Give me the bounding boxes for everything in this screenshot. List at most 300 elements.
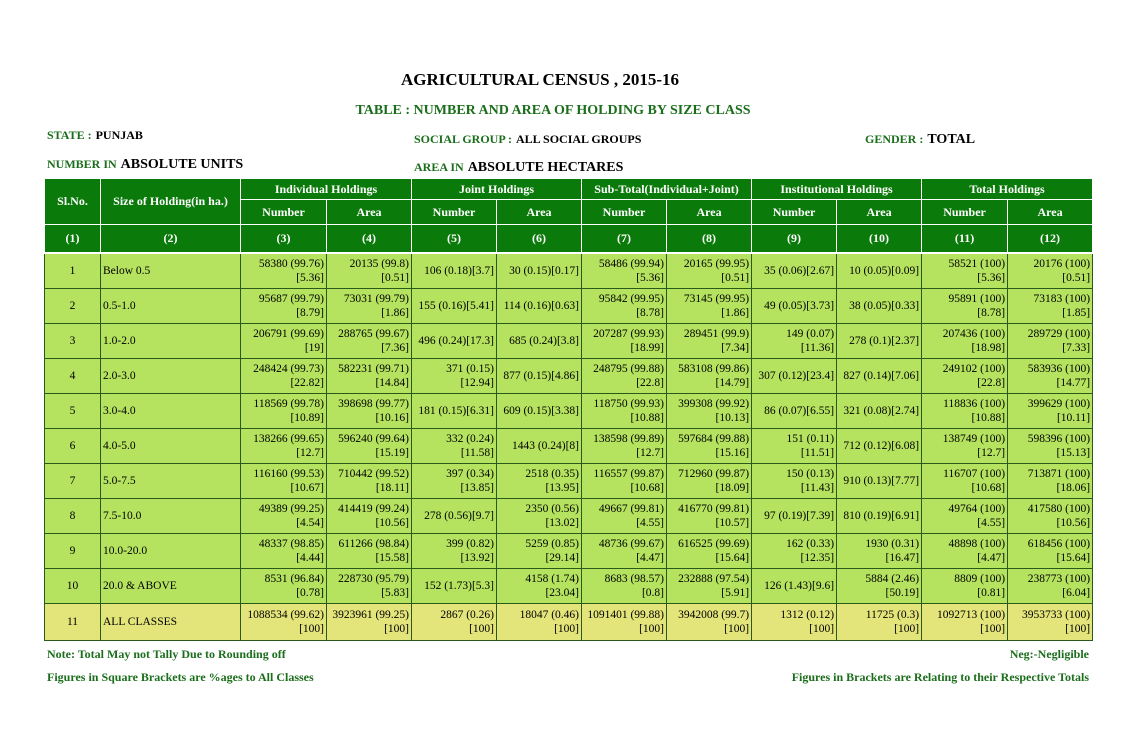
value-line: 609 (0.15)[3.38] [503, 405, 580, 417]
serial-number-cell: 1 [45, 253, 101, 289]
header-number: Number [582, 200, 667, 225]
serial-number-cell: 11 [45, 604, 101, 641]
value-line: 288765 (99.67) [338, 328, 410, 340]
value-line: 398698 (99.77) [338, 398, 410, 410]
percent-line: [0.51] [721, 272, 750, 284]
value-line: 597684 (99.88) [678, 433, 750, 445]
value-cell [1008, 499, 1093, 534]
percent-line: [15.64] [1056, 552, 1091, 564]
percent-line: [100] [894, 623, 920, 635]
value-line: 86 (0.07)[6.55] [764, 405, 835, 417]
serial-number-cell: 5 [45, 394, 101, 429]
percent-line: [10.68] [971, 482, 1006, 494]
value-line: 58521 (100) [948, 258, 1006, 270]
value-line: 207436 (100) [942, 328, 1006, 340]
value-line: 810 (0.19)[6.91] [843, 510, 920, 522]
percent-line: [100] [724, 623, 750, 635]
value-line: 414419 (99.24) [338, 503, 410, 515]
percent-line: [11.36] [800, 342, 835, 354]
value-line: 18047 (0.46) [519, 609, 580, 621]
percent-line: [6.04] [1062, 587, 1091, 599]
table-subtitle: TABLE : NUMBER AND AREA OF HOLDING BY SIZE CLASS [355, 103, 751, 118]
header-group-individual: Individual Holdings [241, 179, 412, 200]
state-label: STATE : [47, 128, 92, 142]
value-cell [667, 253, 752, 289]
value-cell [667, 429, 752, 464]
value-line: 155 (0.16)[5.41] [418, 300, 495, 312]
value-cell [922, 289, 1008, 324]
social-group-info [414, 130, 641, 148]
header-group-institutional: Institutional Holdings [752, 179, 922, 200]
size-class-cell: 1.0-2.0 [101, 324, 241, 359]
value-cell [837, 253, 922, 289]
value-cell [327, 569, 412, 604]
value-cell [582, 289, 667, 324]
area-unit-label: AREA IN [414, 160, 464, 174]
value-line: 371 (0.15) [446, 363, 495, 375]
value-line: 1312 (0.12) [780, 609, 835, 621]
value-line: 1930 (0.31) [865, 538, 920, 550]
value-cell [327, 534, 412, 569]
value-cell [1008, 253, 1093, 289]
value-line: 289451 (99.9) [683, 328, 750, 340]
value-line: 2350 (0.56) [525, 503, 580, 515]
percent-line: [7.33] [1062, 342, 1091, 354]
value-cell [412, 289, 497, 324]
header-group-total: Total Holdings [922, 179, 1093, 200]
value-line: 11725 (0.3) [865, 609, 920, 621]
value-cell [327, 359, 412, 394]
value-cell [497, 359, 582, 394]
value-line: 332 (0.24) [446, 433, 495, 445]
value-line: 116557 (99.87) [593, 468, 665, 480]
value-line: 49 (0.05)[3.73] [764, 300, 835, 312]
value-cell [837, 569, 922, 604]
percent-line: [15.13] [1056, 447, 1091, 459]
value-cell [752, 464, 837, 499]
percent-line: [0.51] [1062, 272, 1091, 284]
percent-line: [8.78] [636, 307, 665, 319]
percent-line: [13.92] [460, 552, 495, 564]
percent-line: [18.99] [630, 342, 665, 354]
percent-line: [29.14] [545, 552, 580, 564]
column-number: (1) [45, 225, 101, 254]
value-cell [582, 464, 667, 499]
serial-number-cell: 6 [45, 429, 101, 464]
percent-line: [1.85] [1062, 307, 1091, 319]
value-cell [752, 289, 837, 324]
percent-line: [22.82] [290, 377, 324, 389]
value-line: 397 (0.34) [446, 468, 495, 480]
value-cell [1008, 534, 1093, 569]
percent-line: [4.55] [636, 517, 665, 529]
percent-line: [5.83] [381, 587, 410, 599]
size-class-cell: 5.0-7.5 [101, 464, 241, 499]
value-line: 8531 (96.84) [264, 573, 324, 585]
value-line: 583108 (99.86) [678, 363, 750, 375]
value-cell [582, 569, 667, 604]
holdings-table [44, 178, 1093, 641]
percent-line: [12.7] [296, 447, 324, 459]
percent-line: [10.89] [290, 412, 324, 424]
value-cell [922, 604, 1008, 641]
value-line: 399629 (100) [1027, 398, 1091, 410]
value-cell [412, 394, 497, 429]
value-cell [752, 359, 837, 394]
value-cell [497, 534, 582, 569]
value-line: 95687 (99.79) [258, 293, 324, 305]
value-line: 97 (0.19)[7.39] [764, 510, 835, 522]
percent-line: [14.84] [375, 377, 410, 389]
header-area: Area [1008, 200, 1093, 225]
value-line: 149 (0.07) [786, 328, 835, 340]
value-line: 206791 (99.69) [253, 328, 324, 340]
value-line: 118750 (99.93) [593, 398, 665, 410]
value-line: 616525 (99.69) [678, 538, 750, 550]
rounding-note: Note: Total May not Tally Due to Rounding off [47, 647, 286, 661]
value-cell [497, 289, 582, 324]
percent-line: [100] [299, 623, 324, 635]
value-line: 48337 (98.85) [258, 538, 324, 550]
value-cell [922, 253, 1008, 289]
gender-info [865, 130, 975, 148]
value-cell [582, 604, 667, 641]
value-cell [497, 429, 582, 464]
value-line: 207287 (99.93) [593, 328, 665, 340]
value-cell [667, 394, 752, 429]
header-number: Number [241, 200, 327, 225]
value-cell [752, 324, 837, 359]
percent-line: [5.36] [977, 272, 1006, 284]
table-row [45, 289, 1093, 324]
value-cell [752, 394, 837, 429]
value-line: 3942008 (99.7) [678, 609, 750, 621]
size-class-cell: ALL CLASSES [101, 604, 241, 641]
value-cell [667, 324, 752, 359]
state-info [47, 126, 143, 144]
value-line: 49764 (100) [948, 503, 1006, 515]
percent-line: [18.06] [1056, 482, 1091, 494]
value-line: 116707 (100) [943, 468, 1006, 480]
value-line: 116160 (99.53) [253, 468, 324, 480]
value-cell [837, 604, 922, 641]
percent-line: [11.51] [800, 447, 835, 459]
table-row [45, 429, 1093, 464]
percent-line: [14.77] [1056, 377, 1091, 389]
percent-line: [15.64] [715, 552, 750, 564]
value-line: 307 (0.12)[23.4] [758, 370, 835, 382]
percent-line: [10.68] [630, 482, 665, 494]
column-number: (7) [582, 225, 667, 254]
value-cell [837, 464, 922, 499]
percent-line: [18.11] [375, 482, 410, 494]
header-size: Size of Holding(in ha.) [101, 179, 241, 225]
value-line: 114 (0.16)[0.63] [503, 300, 580, 312]
serial-number-cell: 4 [45, 359, 101, 394]
percent-line: [100] [980, 623, 1006, 635]
value-line: 399308 (99.92) [678, 398, 750, 410]
percent-line: [22.8] [636, 377, 665, 389]
value-cell [497, 464, 582, 499]
number-unit-info [47, 155, 243, 173]
table-row [45, 394, 1093, 429]
percent-line: [4.54] [296, 517, 324, 529]
value-cell [837, 394, 922, 429]
percent-line: [0.81] [977, 587, 1006, 599]
header-number: Number [752, 200, 837, 225]
value-cell [327, 324, 412, 359]
header-slno: Sl.No. [45, 179, 101, 225]
value-line: 238773 (100) [1027, 573, 1091, 585]
percent-line: [100] [554, 623, 580, 635]
percent-line: [7.36] [381, 342, 410, 354]
table-row [45, 534, 1093, 569]
percent-line: [10.56] [1056, 517, 1091, 529]
size-class-cell: 7.5-10.0 [101, 499, 241, 534]
value-cell [412, 604, 497, 641]
value-cell [582, 534, 667, 569]
percent-line: [12.7] [636, 447, 665, 459]
percent-line: [10.67] [290, 482, 324, 494]
table-row [45, 253, 1093, 289]
value-cell [241, 324, 327, 359]
value-line: 685 (0.24)[3.8] [509, 335, 580, 347]
serial-number-cell: 9 [45, 534, 101, 569]
percent-line: [11.58] [460, 447, 495, 459]
serial-number-cell: 10 [45, 569, 101, 604]
value-line: 598396 (100) [1027, 433, 1091, 445]
value-line: 3953733 (100) [1022, 609, 1091, 621]
value-line: 710442 (99.52) [338, 468, 410, 480]
percent-line: [13.95] [545, 482, 580, 494]
value-cell [752, 569, 837, 604]
value-cell [837, 499, 922, 534]
value-cell [667, 499, 752, 534]
value-cell [667, 464, 752, 499]
table-row [45, 604, 1093, 641]
percent-line: [10.16] [375, 412, 410, 424]
gender-label: GENDER : [865, 132, 924, 146]
value-cell [582, 324, 667, 359]
value-cell [837, 359, 922, 394]
value-cell [582, 429, 667, 464]
serial-number-cell: 7 [45, 464, 101, 499]
value-cell [582, 394, 667, 429]
value-cell [241, 464, 327, 499]
value-cell [241, 394, 327, 429]
value-cell [582, 499, 667, 534]
value-cell [412, 324, 497, 359]
value-line: 278 (0.1)[2.37] [849, 335, 920, 347]
table-row [45, 324, 1093, 359]
percent-line: [8.79] [296, 307, 324, 319]
value-cell [1008, 394, 1093, 429]
percent-line: [1.86] [381, 307, 410, 319]
value-line: 73183 (100) [1033, 293, 1091, 305]
percent-line: [16.47] [885, 552, 920, 564]
brackets-note: Figures in Brackets are Relating to their Respective Totals [791, 670, 1089, 684]
value-cell [752, 253, 837, 289]
value-line: 58486 (99.94) [598, 258, 665, 270]
value-line: 618456 (100) [1027, 538, 1091, 550]
percent-line: [100] [809, 623, 835, 635]
percent-line: [15.16] [715, 447, 750, 459]
gender-value: TOTAL [927, 132, 976, 147]
value-line: 232888 (97.54) [678, 573, 750, 585]
serial-number-cell: 2 [45, 289, 101, 324]
percent-line: [0.51] [381, 272, 410, 284]
percent-line: [100] [639, 623, 665, 635]
header-number: Number [922, 200, 1008, 225]
column-number: (9) [752, 225, 837, 254]
value-cell [412, 429, 497, 464]
value-line: 877 (0.15)[4.86] [503, 370, 580, 382]
column-number: (10) [837, 225, 922, 254]
value-cell [667, 359, 752, 394]
value-cell [582, 359, 667, 394]
value-line: 58380 (99.76) [258, 258, 324, 270]
column-number: (2) [101, 225, 241, 254]
value-cell [752, 534, 837, 569]
value-line: 152 (1.73)[5.3] [424, 580, 495, 592]
value-line: 150 (0.13) [786, 468, 835, 480]
value-line: 2518 (0.35) [525, 468, 580, 480]
percent-line: [1.86] [721, 307, 750, 319]
percent-line: [100] [1065, 623, 1091, 635]
percent-line: [4.44] [296, 552, 324, 564]
percent-line: [11.43] [800, 482, 835, 494]
value-cell [412, 569, 497, 604]
value-line: 118569 (99.78) [253, 398, 324, 410]
table-row [45, 464, 1093, 499]
value-cell [1008, 569, 1093, 604]
value-line: 49389 (99.25) [258, 503, 324, 515]
value-line: 416770 (99.81) [678, 503, 750, 515]
percent-line: [10.57] [715, 517, 750, 529]
value-cell [1008, 289, 1093, 324]
percent-line: [10.11] [1056, 412, 1091, 424]
percent-line: [18.98] [971, 342, 1006, 354]
value-cell [1008, 464, 1093, 499]
table-row [45, 569, 1093, 604]
value-line: 38 (0.05)[0.33] [849, 300, 920, 312]
value-line: 399 (0.82) [446, 538, 495, 550]
value-line: 151 (0.11) [786, 433, 835, 445]
value-line: 1091401 (99.88) [587, 609, 665, 621]
value-cell [412, 499, 497, 534]
percent-line: [0.8] [641, 587, 665, 599]
value-line: 417580 (100) [1027, 503, 1091, 515]
size-class-cell: 0.5-1.0 [101, 289, 241, 324]
column-number: (6) [497, 225, 582, 254]
value-cell [241, 604, 327, 641]
number-unit-value: ABSOLUTE UNITS [120, 157, 244, 172]
header-area: Area [837, 200, 922, 225]
value-cell [837, 534, 922, 569]
value-line: 1443 (0.24)[8] [511, 440, 580, 452]
percent-line: [10.56] [375, 517, 410, 529]
percent-line: [5.91] [721, 587, 750, 599]
percent-line: [8.78] [977, 307, 1006, 319]
value-cell [241, 289, 327, 324]
negligible-note: Neg:-Negligible [1009, 647, 1089, 661]
column-number: (5) [412, 225, 497, 254]
value-cell [922, 324, 1008, 359]
value-line: 73031 (99.79) [343, 293, 410, 305]
value-cell [752, 429, 837, 464]
value-cell [412, 253, 497, 289]
page-title: AGRICULTURAL CENSUS , 2015-16 [400, 70, 680, 89]
value-line: 248795 (99.88) [593, 363, 665, 375]
header-area: Area [497, 200, 582, 225]
column-number: (12) [1008, 225, 1093, 254]
percent-line: [14.79] [715, 377, 750, 389]
value-line: 496 (0.24)[17.3] [418, 335, 495, 347]
value-cell [922, 359, 1008, 394]
value-line: 10 (0.05)[0.09] [849, 265, 920, 277]
percent-line: [15.19] [375, 447, 410, 459]
value-line: 35 (0.06)[2.67] [764, 265, 835, 277]
value-cell [497, 253, 582, 289]
percent-line: [18.09] [715, 482, 750, 494]
value-cell [837, 429, 922, 464]
percent-line: [12.35] [800, 552, 835, 564]
value-line: 48736 (99.67) [598, 538, 665, 550]
value-cell [327, 394, 412, 429]
value-line: 910 (0.13)[7.77] [843, 475, 920, 487]
value-cell [241, 253, 327, 289]
value-line: 138598 (99.89) [593, 433, 665, 445]
column-number: (3) [241, 225, 327, 254]
value-line: 583936 (100) [1027, 363, 1091, 375]
value-line: 126 (1.43)[9.6] [764, 580, 835, 592]
percent-line: [100] [384, 623, 410, 635]
social-group-label: SOCIAL GROUP : [414, 132, 513, 146]
value-line: 713871 (100) [1027, 468, 1091, 480]
social-group-value: ALL SOCIAL GROUPS [516, 132, 642, 146]
value-cell [582, 253, 667, 289]
area-unit-value: ABSOLUTE HECTARES [467, 160, 624, 175]
value-cell [1008, 324, 1093, 359]
value-line: 1092713 (100) [936, 609, 1006, 621]
column-number: (11) [922, 225, 1008, 254]
value-cell [327, 499, 412, 534]
percent-line: [22.8] [977, 377, 1006, 389]
value-cell [412, 359, 497, 394]
size-class-cell: 20.0 & ABOVE [101, 569, 241, 604]
value-line: 162 (0.33) [786, 538, 835, 550]
value-line: 278 (0.56)[9.7] [424, 510, 495, 522]
percent-line: [13.02] [545, 517, 580, 529]
square-brackets-note: Figures in Square Brackets are %ages to All Classes [47, 670, 314, 684]
percent-line: [5.36] [296, 272, 324, 284]
value-line: 20135 (99.8) [349, 258, 410, 270]
value-line: 20176 (100) [1033, 258, 1091, 270]
percent-line: [0.78] [296, 587, 324, 599]
percent-line: [4.55] [977, 517, 1006, 529]
value-line: 8683 (98.57) [604, 573, 665, 585]
value-line: 1088534 (99.62) [247, 609, 324, 621]
value-cell [241, 534, 327, 569]
value-line: 827 (0.14)[7.06] [843, 370, 920, 382]
size-class-cell: 3.0-4.0 [101, 394, 241, 429]
value-line: 2867 (0.26) [440, 609, 495, 621]
area-unit-info [414, 158, 623, 176]
percent-line: [13.85] [460, 482, 495, 494]
percent-line: [12.94] [460, 377, 495, 389]
value-line: 596240 (99.64) [338, 433, 410, 445]
value-cell [752, 604, 837, 641]
